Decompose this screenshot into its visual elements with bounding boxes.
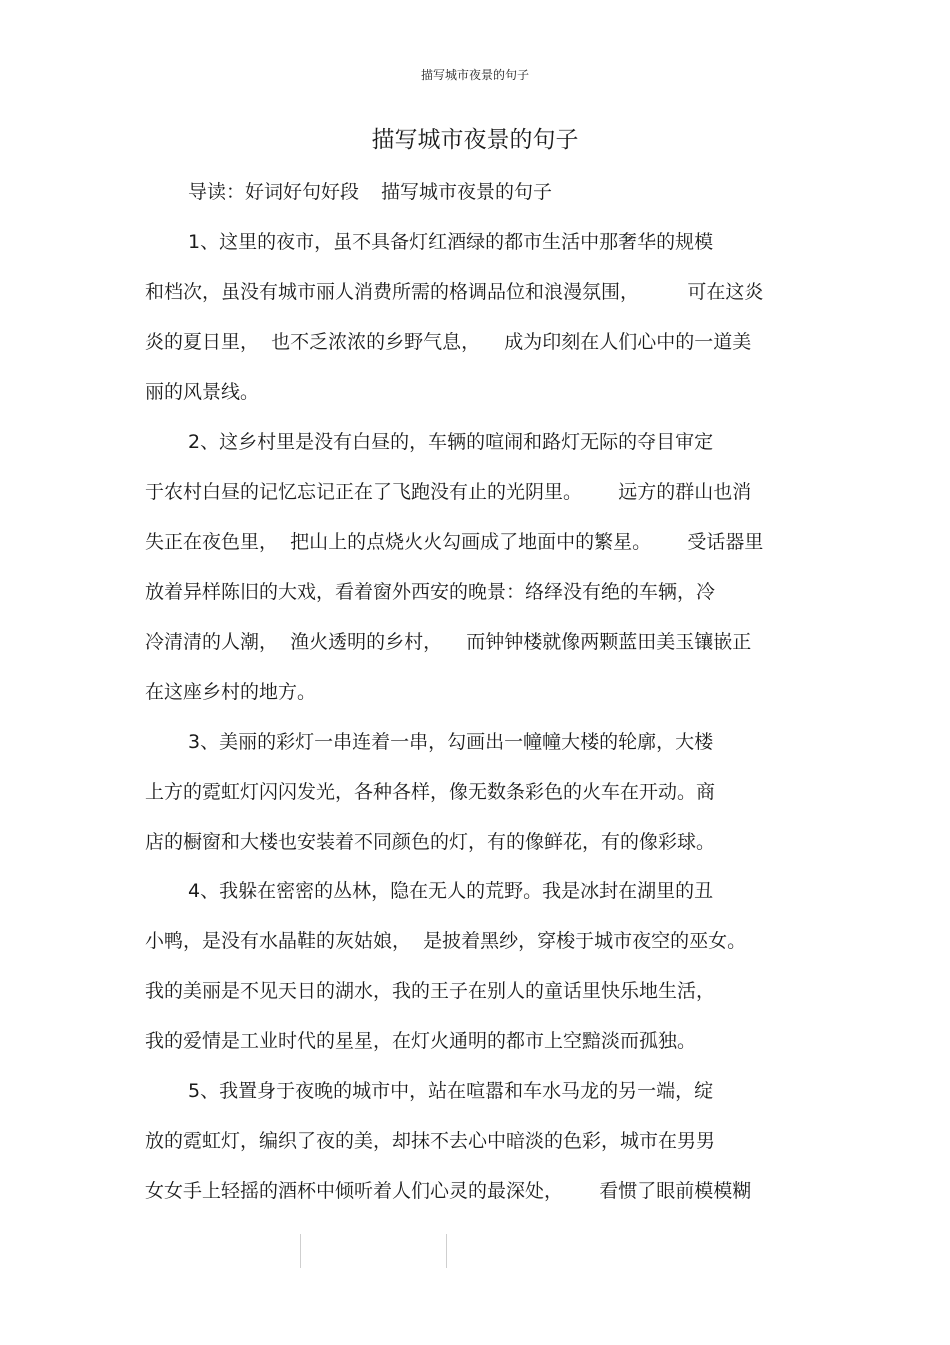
paragraph-2-line: 冷清清的人潮， 渔火透明的乡村， 而钟钟楼就像两颗蓝田美玉镶嵌正 [145, 631, 752, 653]
text-cursor-mark-right [446, 1234, 447, 1268]
intro-topic: 描写城市夜景的句子 [381, 181, 553, 203]
paragraph-2-line: 放着异样陈旧的大戏，看着窗外西安的晚景：络绎没有绝的车辆，冷 [145, 581, 716, 603]
paragraph-2-line: 在这座乡村的地方。 [145, 681, 317, 703]
paragraph-4-line: 4、我躲在密密的丛林，隐在无人的荒野。我是冰封在湖里的丑 [188, 880, 714, 902]
paragraph-5-line: 女女手上轻摇的酒杯中倾听着人们心灵的最深处， 看惯了眼前模模糊 [145, 1180, 752, 1202]
paragraph-2-line: 2、这乡村里是没有白昼的，车辆的喧闹和路灯无际的夺目审定 [188, 431, 714, 453]
paragraph-1-line: 丽的风景线。 [145, 381, 260, 403]
paragraph-1-line: 和档次，虽没有城市丽人消费所需的格调品位和浪漫氛围， 可在这炎 [145, 281, 764, 303]
paragraph-3-line: 店的橱窗和大楼也安装着不同颜色的灯，有的像鲜花，有的像彩球。 [145, 831, 716, 853]
paragraph-5-line: 5、我置身于夜晚的城市中，站在喧嚣和车水马龙的另一端，绽 [188, 1080, 714, 1102]
paragraph-2-line: 于农村白昼的记忆忘记正在了飞跑没有止的光阴里。 远方的群山也消 [145, 481, 752, 503]
paragraph-1-line: 1、这里的夜市，虽不具备灯红酒绿的都市生活中那奢华的规模 [188, 231, 714, 253]
intro-label: 导读：好词好句好段 [188, 181, 360, 203]
paragraph-1-line: 炎的夏日里， 也不乏浓浓的乡野气息， 成为印刻在人们心中的一道美 [145, 331, 752, 353]
document-title: 描写城市夜景的句子 [371, 127, 579, 153]
paragraph-4-line: 小鸭，是没有水晶鞋的灰姑娘， 是披着黑纱，穿梭于城市夜空的巫女。 [145, 930, 747, 952]
paragraph-3-line: 3、美丽的彩灯一串连着一串，勾画出一幢幢大楼的轮廓，大楼 [188, 731, 714, 753]
paragraph-2-line: 失正在夜色里， 把山上的点烧火火勾画成了地面中的繁星。 受话器里 [145, 531, 764, 553]
text-cursor-mark-left [300, 1234, 301, 1268]
paragraph-4-line: 我的美丽是不见天日的湖水，我的王子在别人的童话里快乐地生活， [145, 980, 716, 1002]
paragraph-3-line: 上方的霓虹灯闪闪发光，各种各样，像无数条彩色的火车在开动。商 [145, 781, 716, 803]
paragraph-4-line: 我的爱情是工业时代的星星，在灯火通明的都市上空黯淡而孤独。 [145, 1030, 697, 1052]
running-header: 描写城市夜景的句子 [420, 68, 529, 82]
paragraph-5-line: 放的霓虹灯，编织了夜的美，却抹不去心中暗淡的色彩，城市在男男 [145, 1130, 716, 1152]
